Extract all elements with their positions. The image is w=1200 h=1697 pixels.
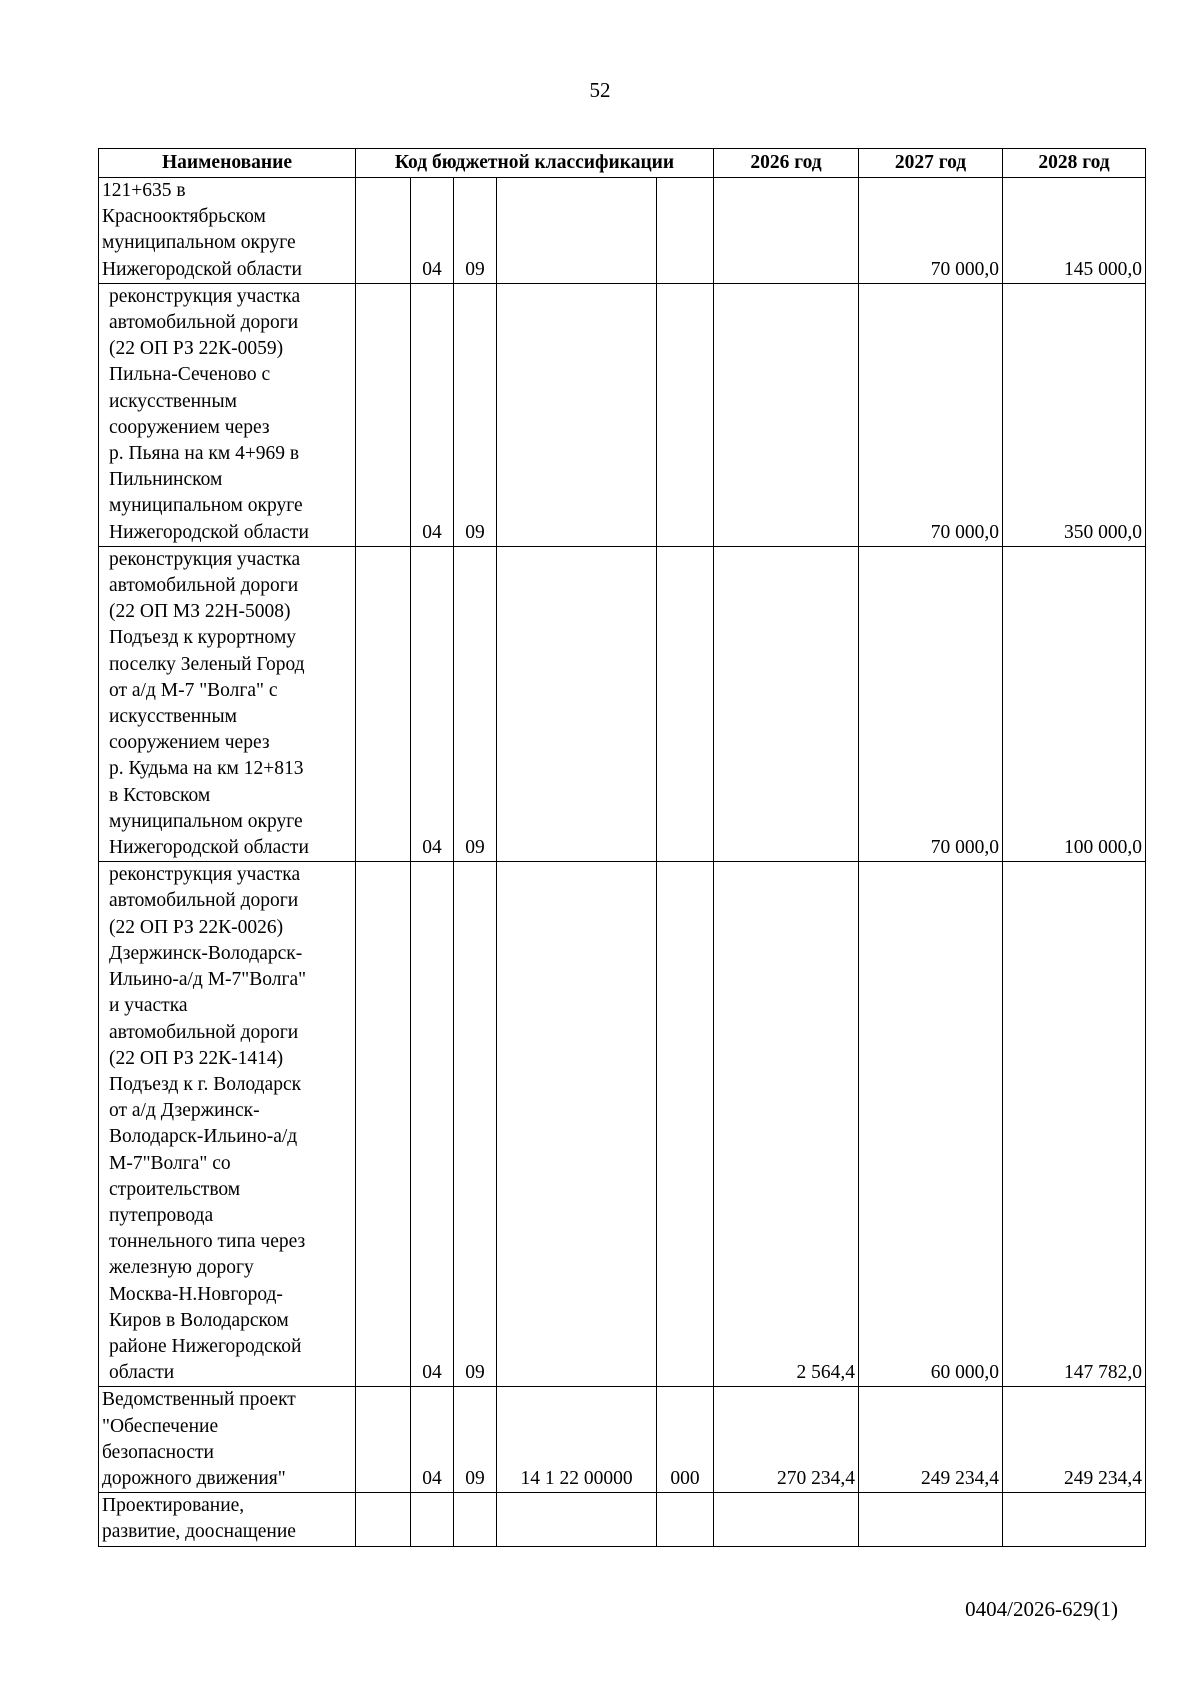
- row-name: реконструкция участка автомобильной дороги (22 ОП МЗ 22Н-5008) Подъезд к курортному поселку Зеленый Город от а/д М-7 "Волга" с искусственным сооружением через р. Кудьма на км 12+813 в Кстовском муниципальном округе Нижегородской области: [99, 546, 356, 861]
- header-2028: 2028 год: [1003, 149, 1146, 178]
- table-row: [99, 1387, 1146, 1493]
- value-2027: 249 234,4: [859, 1387, 1003, 1493]
- code-subsection: 09: [454, 178, 497, 284]
- code-subsection: [454, 1493, 497, 1546]
- code-expense: [657, 178, 714, 284]
- table-row: [99, 178, 1146, 284]
- empty-cell: [356, 283, 411, 546]
- code-subsection: 09: [454, 1387, 497, 1493]
- value-2027: 60 000,0: [859, 862, 1003, 1387]
- code-expense: 000: [657, 1387, 714, 1493]
- code-section: 04: [411, 546, 454, 861]
- value-2026: [714, 1493, 859, 1546]
- code-section: 04: [411, 283, 454, 546]
- value-2027: 70 000,0: [859, 178, 1003, 284]
- empty-cell: [356, 178, 411, 284]
- header-code: Код бюджетной классификации: [356, 149, 714, 178]
- value-2026: [714, 283, 859, 546]
- table-row: [99, 546, 1146, 861]
- code-section: 04: [411, 178, 454, 284]
- code-subsection: 09: [454, 862, 497, 1387]
- code-target: [497, 1493, 657, 1546]
- table-row: [99, 862, 1146, 1387]
- code-target: [497, 546, 657, 861]
- value-2027: [859, 1493, 1003, 1546]
- code-expense: [657, 1493, 714, 1546]
- row-name: реконструкция участка автомобильной дороги (22 ОП РЗ 22К-0059) Пильна-Сеченово с искусственным сооружением через р. Пьяна на км 4+969 в Пильнинском муниципальном округе Нижегородской области: [99, 283, 356, 546]
- value-2028: 249 234,4: [1003, 1387, 1146, 1493]
- value-2026: [714, 178, 859, 284]
- value-2028: [1003, 1493, 1146, 1546]
- value-2028: 145 000,0: [1003, 178, 1146, 284]
- value-2026: [714, 546, 859, 861]
- value-2027: 70 000,0: [859, 546, 1003, 861]
- value-2027: 70 000,0: [859, 283, 1003, 546]
- header-row: [99, 149, 1146, 178]
- value-2028: 147 782,0: [1003, 862, 1146, 1387]
- document-number: 0404/2026-629(1): [965, 1597, 1118, 1621]
- code-expense: [657, 283, 714, 546]
- code-target: 14 1 22 00000: [497, 1387, 657, 1493]
- code-section: [411, 1493, 454, 1546]
- empty-cell: [356, 862, 411, 1387]
- row-name: реконструкция участка автомобильной дороги (22 ОП РЗ 22К-0026) Дзержинск-Володарск- Ильино-а/д М-7"Волга" и участка автомобильной дороги (22 ОП РЗ 22К-1414) Подъезд к г. Володарск от а/д Дзержинск- Володарск-Ильино-а/д М-7"Волга" со строительством путепровода тоннельного типа через железную дорогу Москва-Н.Новгород- Киров в Володарском районе Нижегородской области: [99, 862, 356, 1387]
- code-section: 04: [411, 1387, 454, 1493]
- empty-cell: [356, 1493, 411, 1546]
- code-target: [497, 283, 657, 546]
- row-name: 121+635 в Краснооктябрьском муниципальном округе Нижегородской области: [99, 178, 356, 284]
- row-name: Ведомственный проект "Обеспечение безопасности дорожного движения": [99, 1387, 356, 1493]
- code-subsection: 09: [454, 546, 497, 861]
- page-number: 52: [589, 78, 611, 102]
- code-section: 04: [411, 862, 454, 1387]
- value-2026: 270 234,4: [714, 1387, 859, 1493]
- empty-cell: [356, 546, 411, 861]
- empty-cell: [356, 1387, 411, 1493]
- header-2026: 2026 год: [714, 149, 859, 178]
- code-expense: [657, 546, 714, 861]
- value-2026: 2 564,4: [714, 862, 859, 1387]
- row-name: Проектирование, развитие, дооснащение: [99, 1493, 356, 1546]
- value-2028: 100 000,0: [1003, 546, 1146, 861]
- header-2027: 2027 год: [859, 149, 1003, 178]
- header-name: Наименование: [99, 149, 356, 178]
- value-2028: 350 000,0: [1003, 283, 1146, 546]
- table-row: [99, 1493, 1146, 1546]
- budget-table: [98, 148, 1146, 1547]
- code-target: [497, 862, 657, 1387]
- table-row: [99, 283, 1146, 546]
- code-subsection: 09: [454, 283, 497, 546]
- code-expense: [657, 862, 714, 1387]
- code-target: [497, 178, 657, 284]
